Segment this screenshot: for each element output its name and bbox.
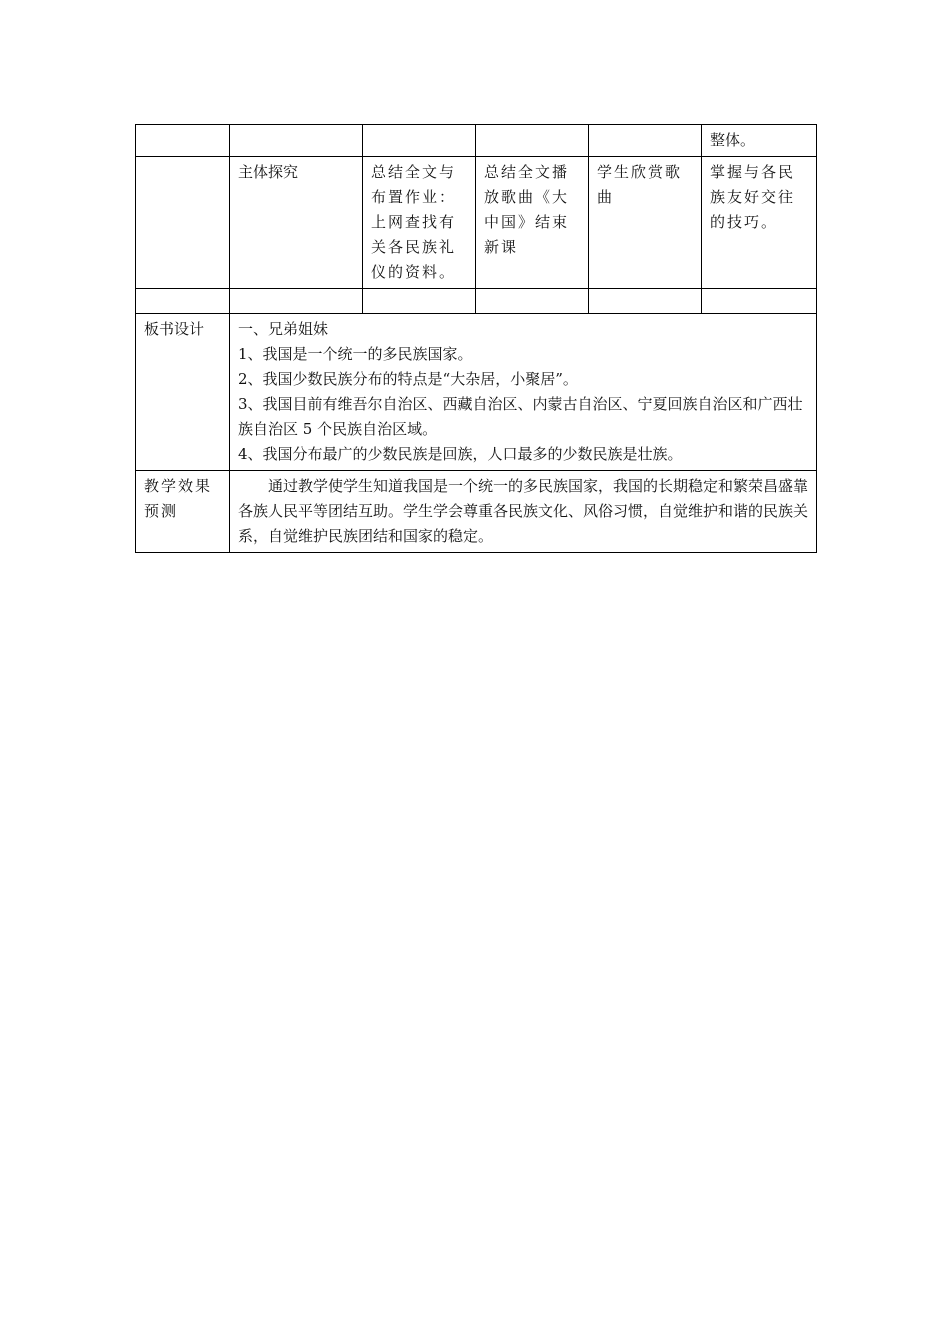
- table-cell: [136, 125, 230, 157]
- cell-text-goal: 掌握与各民族友好交往的技巧。: [710, 163, 796, 231]
- table-cell: [476, 289, 589, 314]
- lesson-plan-table: [135, 124, 817, 553]
- cell-text-student: 学生欣赏歌曲: [597, 163, 683, 206]
- cell-text-song: 总结全文播放歌曲《大中国》结束新课: [484, 163, 570, 256]
- table-cell: [230, 157, 363, 289]
- board-line: 2、我国少数民族分布的特点是“大杂居，小聚居”。: [238, 370, 578, 388]
- table-cell: [230, 471, 817, 553]
- board-line: 1、我国是一个统一的多民族国家。: [238, 345, 473, 363]
- table-cell: [363, 157, 476, 289]
- table-row: [136, 289, 817, 314]
- table-cell: [230, 125, 363, 157]
- table-cell: [589, 289, 702, 314]
- board-line: 一、兄弟姐妹: [238, 320, 329, 338]
- table-cell: [136, 289, 230, 314]
- table-row: [136, 125, 817, 157]
- table-cell: [476, 157, 589, 289]
- table-row: [136, 471, 817, 553]
- table-cell: [702, 289, 817, 314]
- table-cell: [136, 157, 230, 289]
- table-cell: [702, 125, 817, 157]
- table-cell: [230, 289, 363, 314]
- cell-text-whole: 整体。: [710, 131, 756, 149]
- table-cell: [702, 157, 817, 289]
- table-cell: [230, 314, 817, 471]
- table-cell: [589, 157, 702, 289]
- table-cell: [363, 289, 476, 314]
- table-cell: [476, 125, 589, 157]
- board-line: 3、我国目前有维吾尔自治区、西藏自治区、内蒙古自治区、宁夏回族自治区和广西壮族自治区 5 个民族自治区域。: [238, 395, 803, 438]
- table-cell: [136, 471, 230, 553]
- board-line: 4、我国分布最广的少数民族是回族，人口最多的少数民族是壮族。: [238, 445, 683, 463]
- table-cell: [136, 314, 230, 471]
- table-row: [136, 157, 817, 289]
- effect-text: 通过教学使学生知道我国是一个统一的多民族国家，我国的长期稳定和繁荣昌盛靠各族人民平等团结互助。学生学会尊重各民族文化、风俗习惯，自觉维护和谐的民族关系，自觉维护民族团结和国家的稳定。: [238, 477, 809, 545]
- table-cell: [589, 125, 702, 157]
- effect-label: 教学效果预测: [144, 477, 213, 520]
- cell-text-activity: 主体探究: [238, 163, 299, 181]
- table-row: [136, 314, 817, 471]
- board-design-label: 板书设计: [144, 320, 205, 338]
- cell-text-homework: 总结全文与布置作业：上网查找有关各民族礼仪的资料。: [371, 163, 457, 281]
- table-cell: [363, 125, 476, 157]
